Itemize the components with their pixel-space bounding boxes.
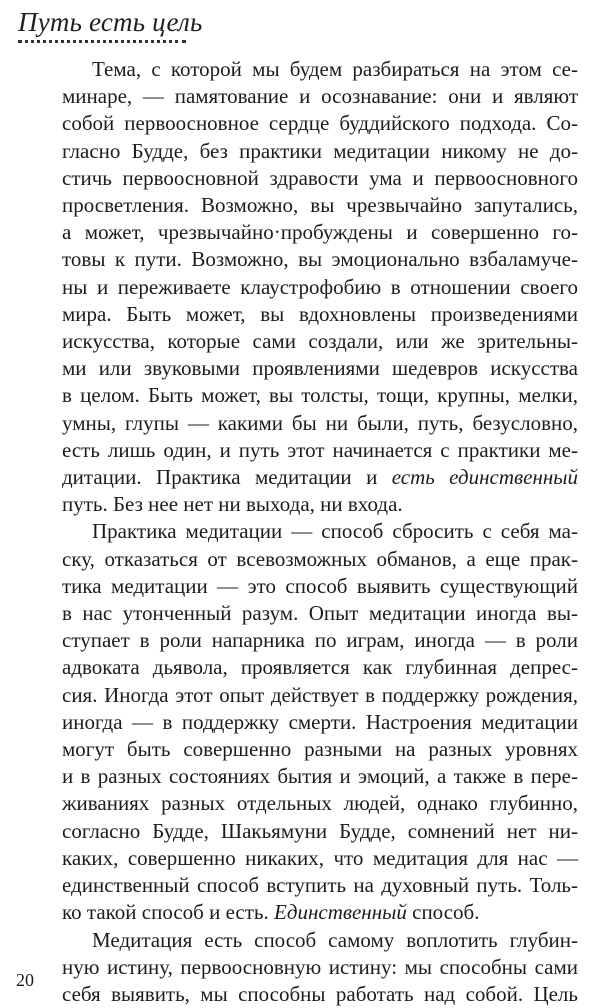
text-line: Тема, с которой мы будем разбираться на этом се- <box>62 56 578 83</box>
paragraph-1 <box>62 56 578 518</box>
text-line: гласно Будде, без практики медитации никому не до- <box>62 138 578 165</box>
dotted-rule <box>18 40 186 43</box>
paragraph-2 <box>62 518 578 926</box>
text-line: согласно Будде, Шакьямуни Будде, сомнений нет ни- <box>62 818 578 845</box>
text-line: искусства, которые сами создали, или же зрительны- <box>62 328 578 355</box>
text-line: путь. Без нее нет ни выхода, ни входа. <box>62 491 578 518</box>
text-line: адвоката дьявола, проявляется как глубинная депрес- <box>62 654 578 681</box>
text-line: Медитация есть способ самому воплотить глубин- <box>62 927 578 954</box>
text-line: тика медитации — это способ выявить существующий <box>62 573 578 600</box>
text-line: в целом. Быть может, вы толсты, тощи, крупны, мелки, <box>62 382 578 409</box>
text-line: дитации. Практика медитации и есть единственный <box>62 464 578 491</box>
text-line: сия. Иногда этот опыт действует в поддержку рождения, <box>62 682 578 709</box>
text-line: товы к пути. Возможно, вы эмоционально взбаламуче- <box>62 246 578 273</box>
running-head <box>18 6 218 43</box>
body-text <box>62 56 578 1008</box>
text-line: себя выявить, мы способны работать над собой. Цель <box>62 981 578 1008</box>
text-line: единственный способ вступить на духовный путь. Толь- <box>62 872 578 899</box>
text-line: ко такой способ и есть. Единственный способ. <box>62 899 578 926</box>
italic-emphasis: есть единственный <box>392 465 578 489</box>
text-line: собой первоосновное сердце буддийского подхода. Со- <box>62 110 578 137</box>
text-line: ны и переживаете клаустрофобию в отношении своего <box>62 274 578 301</box>
text-line: умны, глупы — какими бы ни были, путь, безусловно, <box>62 410 578 437</box>
text-line: просветления. Возможно, вы чрезвычайно запутались, <box>62 192 578 219</box>
text-line: стичь первоосновной здравости ума и первоосновного <box>62 165 578 192</box>
text-line: ми или звуковыми проявлениями шедевров искусства <box>62 355 578 382</box>
page-number: 20 <box>16 970 34 991</box>
text-line: в нас утонченный разум. Опыт медитации иногда вы- <box>62 600 578 627</box>
text-line: могут быть совершенно разными на разных уровнях <box>62 736 578 763</box>
text-line: живаниях разных отдельных людей, однако глубинно, <box>62 790 578 817</box>
paragraph-3 <box>62 927 578 1008</box>
text-line: мира. Быть может, вы вдохновлены произведениями <box>62 301 578 328</box>
text-line: ступает в роли напарника по играм, иногда — в роли <box>62 627 578 654</box>
text-line: а может, чрезвычайно·пробуждены и совершенно го- <box>62 219 578 246</box>
text-line: минаре, — памятование и осознавание: они и являют <box>62 83 578 110</box>
text-line: ску, отказаться от всевозможных обманов, а еще прак- <box>62 546 578 573</box>
text-line: каких, совершенно никаких, что медитация для нас — <box>62 845 578 872</box>
italic-emphasis: Единственный <box>274 900 407 924</box>
text-line: иногда — в поддержку смерти. Настроения медитации <box>62 709 578 736</box>
text-line: и в разных состояниях бытия и эмоций, а также в пере- <box>62 763 578 790</box>
text-line: ную истину, первоосновную истину: мы способны сами <box>62 954 578 981</box>
text-line: есть лишь один, и путь этот начинается с практики ме- <box>62 437 578 464</box>
text-line: Практика медитации — способ сбросить с себя ма- <box>62 518 578 545</box>
running-title: Путь есть цель <box>18 6 218 38</box>
